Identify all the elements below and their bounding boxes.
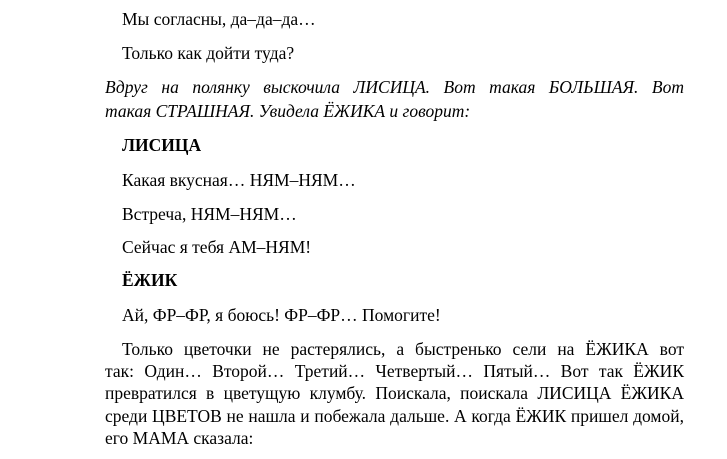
- narration-line: Только цветочки не растерялись, а быстренько сели на ЁЖИКА вот: [122, 339, 684, 359]
- dialogue-line-agree: Мы согласны, да–да–да…: [122, 9, 316, 29]
- fox-line: Встреча, НЯМ–НЯМ…: [122, 204, 297, 224]
- hedgehog-line: Ай, ФР–ФР, я боюсь! ФР–ФР… Помогите!: [122, 305, 441, 325]
- dialogue-line-how-to-get: Только как дойти туда?: [122, 43, 295, 63]
- character-heading-fox: ЛИСИЦА: [122, 135, 202, 155]
- narration-line: превратился в цветущую клумбу. Поискала, поискала ЛИСИЦА ЁЖИКА: [105, 383, 684, 403]
- narration-line: так: Один… Второй… Третий… Четвертый… Пятый… Вот так ЁЖИК: [105, 361, 684, 381]
- narration-line: среди ЦВЕТОВ не нашла и побежала дальше. А когда ЁЖИК пришел домой,: [105, 406, 684, 426]
- narration-line: его МАМА сказала:: [105, 428, 254, 448]
- fox-line: Сейчас я тебя АМ–НЯМ!: [122, 237, 312, 257]
- narration-line: такая СТРАШНАЯ. Увидела ЁЖИКА и говорит:: [105, 101, 471, 121]
- character-heading-hedgehog: ЁЖИК: [122, 270, 178, 290]
- narration-line: Вдруг на полянку выскочила ЛИСИЦА. Вот такая БОЛЬШАЯ. Вот: [105, 77, 684, 97]
- fox-line: Какая вкусная… НЯМ–НЯМ…: [122, 170, 356, 190]
